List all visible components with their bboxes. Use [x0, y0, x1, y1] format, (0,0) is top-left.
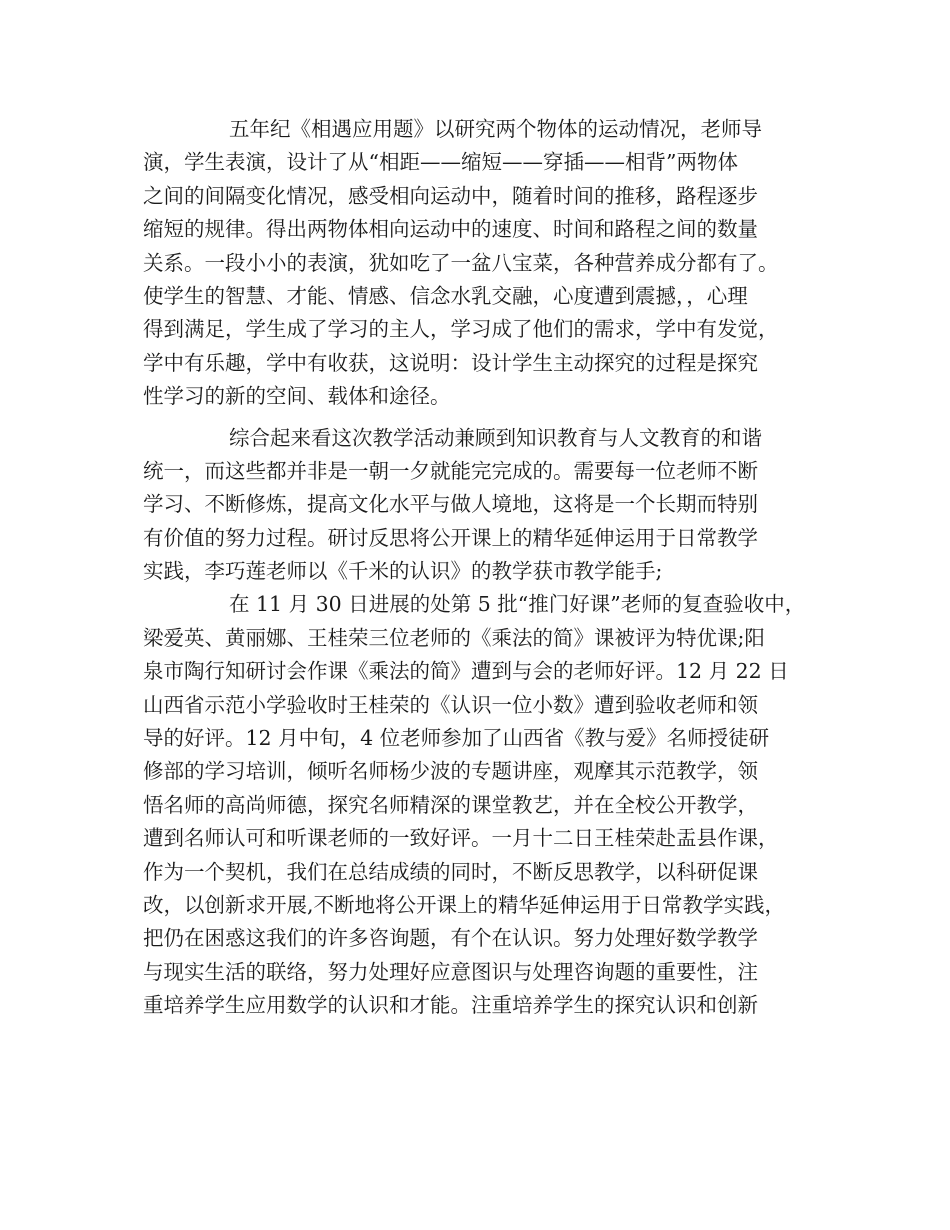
- paragraph-line: 作为一个契机，我们在总结成绩的同时，不断反思教学，以科研促课: [143, 859, 758, 884]
- paragraph-line: 性学习的新的空间、载体和途径。: [143, 384, 451, 409]
- paragraph-3: [143, 588, 813, 1022]
- paragraph-line: 改，以创新求开展,不断地将公开课上的精华延伸运用于日常教学实践，: [143, 892, 786, 917]
- paragraph-line: 把仍在困惑这我们的许多咨询题，有个在认识。努力处理好数学教学: [143, 926, 758, 951]
- paragraph-line: 山西省示范小学验收时王桂荣的《认识一位小数》遭到验收老师和领: [143, 692, 758, 717]
- paragraph-line: 五年纪《相遇应用题》以研究两个物体的运动情况，老师导: [229, 117, 762, 141]
- paragraph-line: 之间的间隔变化情况，感受相向运动中，随着时间的推移，路程逐步: [143, 183, 758, 208]
- paragraph-line: 重培养学生应用数学的认识和才能。注重培养学生的探究认识和创新: [143, 993, 758, 1018]
- paragraph-spacer: [143, 414, 813, 422]
- paragraph-line: 在 11 月 30 日进展的处第 5 批“推门好课”老师的复查验收中，: [229, 592, 806, 617]
- paragraph-line: 实践，李巧莲老师以《千米的认识》的教学获市教学能手;: [143, 559, 663, 584]
- paragraph-line: 统一，而这些都并非是一朝一夕就能完完成的。需要每一位老师不断: [143, 458, 758, 483]
- paragraph-line: 演，学生表演，设计了从“相距——缩短——穿插——相背”两物体: [143, 150, 738, 175]
- paragraph-line: 泉市陶行知研讨会作课《乘法的简》遭到与会的老师好评。12 月 22 日: [143, 659, 789, 684]
- paragraph-1: [143, 113, 813, 414]
- paragraph-line: 导的好评。12 月中旬，4 位老师参加了山西省《教与爱》名师授徒研: [143, 726, 770, 751]
- paragraph-line: 遭到名师认可和听课老师的一致好评。一月十二日王桂荣赴盂县作课，: [143, 826, 779, 851]
- paragraph-line: 缩短的规律。得出两物体相向运动中的速度、时间和路程之间的数量: [143, 217, 758, 242]
- paragraph-line: 学习、不断修炼，提高文化水平与做人境地，这将是一个长期而特别: [143, 492, 758, 517]
- paragraph-line: 学中有乐趣，学中有收获，这说明：设计学生主动探究的过程是探究: [143, 350, 758, 375]
- paragraph-line: 使学生的智慧、才能、情感、信念水乳交融，心度遭到震撼，，心理: [143, 283, 748, 308]
- paragraph-line: 关系。一段小小的表演，犹如吃了一盆八宝菜，各种营养成分都有了。: [143, 250, 779, 275]
- document-body: [143, 113, 813, 1023]
- paragraph-line: 悟名师的高尚师德，探究名师精深的课堂教艺，并在全校公开教学，: [143, 792, 758, 817]
- paragraph-line: 有价值的努力过程。研讨反思将公开课上的精华延伸运用于日常教学: [143, 525, 758, 550]
- paragraph-line: 与现实生活的联络，努力处理好应意图识与处理咨询题的重要性，注: [143, 959, 758, 984]
- paragraph-line: 修部的学习培训，倾听名师杨少波的专题讲座，观摩其示范教学，领: [143, 759, 758, 784]
- paragraph-2: [143, 422, 813, 589]
- paragraph-line: 综合起来看这次教学活动兼顾到知识教育与人文教育的和谐: [229, 425, 762, 450]
- paragraph-line: 梁爱英、黄丽娜、王桂荣三位老师的《乘法的简》课被评为特优课;阳: [143, 625, 765, 650]
- paragraph-line: 得到满足，学生成了学习的主人，学习成了他们的需求，学中有发觉，: [143, 317, 779, 342]
